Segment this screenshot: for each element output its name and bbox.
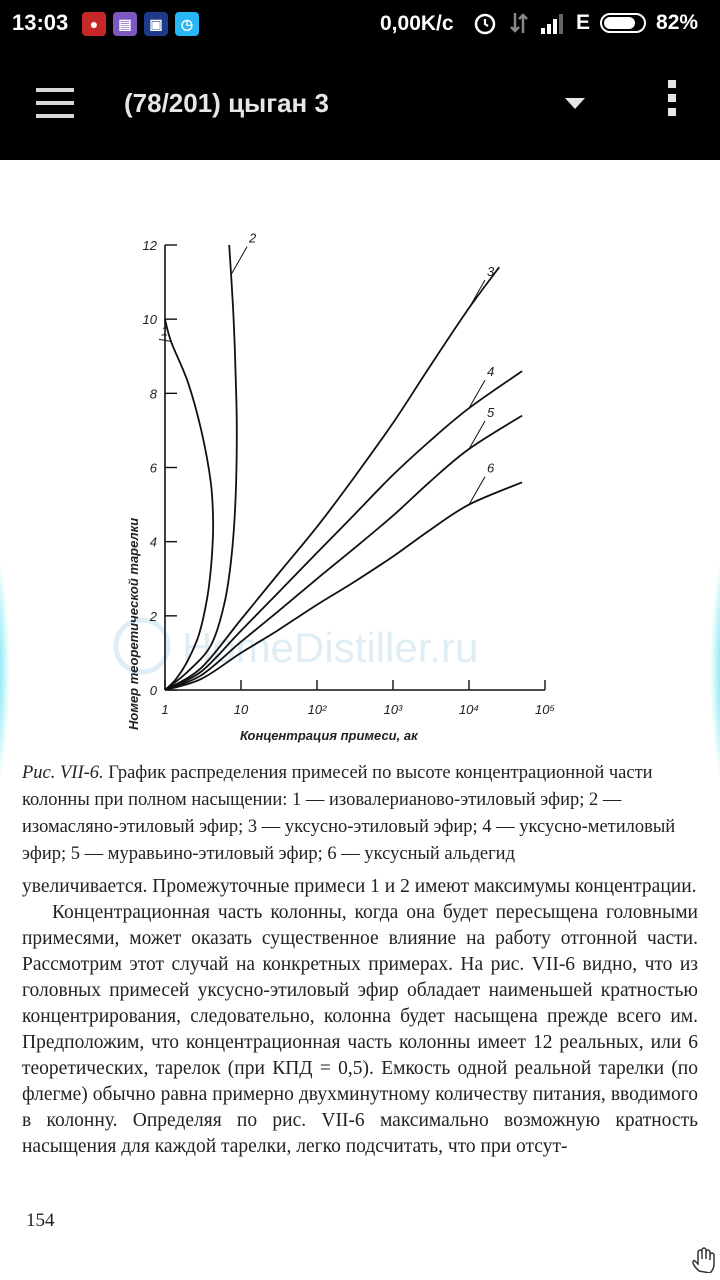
app-icon-1: ●: [82, 12, 106, 36]
hand-pointer-icon[interactable]: [690, 1247, 716, 1273]
paragraph: Концентрационная часть колонны, когда она будет пересыщена головными примесями, может оказать существенное влияние на работу отгонной части. Рассмотрим этот случай на конкретных примерах. На рис. VII-6 видно, что из головных примесей уксусно-этиловый эфир обладает наименьшей кратностью концентрирования, следовательно, колонна будет насыщена прежде всего им. Предположим, что концентрационная часть колонны имеет 12 реальных, или 6 теоретических, тарелок (при КПД = 0,5). Емкость одной реальной тарелки (по флегме) обычно равна примерно двухминутному количеству питания, вводимого в колонну. Определяя по рис. VII-6 максимально возможную кратность насыщения для каждой тарелки, легко подсчитать, что при отсут-: [22, 902, 698, 1157]
series-leader: [469, 421, 485, 449]
x-tick-label: 1: [161, 702, 169, 717]
y-axis-label: Номер теоретической тарелки: [126, 517, 141, 730]
network-type: E: [576, 11, 591, 34]
x-tick-label: 10³: [383, 702, 403, 717]
series-label-5: 5: [487, 404, 495, 420]
page-number: 154: [26, 1210, 55, 1231]
y-tick-label: 12: [142, 238, 157, 253]
battery-icon: [600, 13, 646, 33]
chart-series: [159, 231, 522, 690]
watermark: [116, 620, 478, 672]
caption-label: Рис. VII-6.: [22, 763, 104, 783]
y-tick-label: 0: [149, 683, 157, 698]
watermark-text: HomeDistiller.ru: [182, 624, 479, 671]
figure-caption: [22, 760, 698, 868]
y-tick-label: 10: [142, 312, 157, 328]
series-label-3: 3: [487, 264, 495, 280]
body-text: [22, 874, 698, 1160]
series-label-1: 1: [161, 323, 169, 339]
notification-icons: [82, 12, 199, 36]
y-tick-label: 2: [149, 608, 157, 624]
series-label-6: 6: [487, 460, 495, 476]
more-options-icon[interactable]: [660, 80, 684, 128]
y-tick-label: 6: [149, 460, 157, 476]
app-icon-2: ▤: [113, 12, 137, 36]
x-tick-label: 10⁴: [458, 702, 480, 717]
status-bar: [0, 0, 720, 50]
caption-text: График распределения примесей по высоте концентрационной части колонны при полном насыщении: 1 — изовалерианово-этиловый эфир; 2 — изомасляно-этиловый эфир; 3 — уксусно-этиловый эфир; 4 — уксусно-метиловый эфир; 5 — муравьино-этиловый эфир; 6 — уксусный альдегид: [22, 763, 676, 864]
app-icon-4: ◷: [175, 12, 199, 36]
x-tick-label: 10: [233, 702, 249, 717]
battery-percent: 82%: [656, 11, 699, 34]
dropdown-arrow-icon[interactable]: [560, 92, 590, 116]
series-leader: [231, 247, 247, 275]
alarm-icon: [472, 10, 498, 36]
data-transfer-icon: [508, 11, 530, 35]
y-tick-label: 8: [149, 386, 157, 402]
paragraph: увеличивается. Промежуточные примеси 1 и 2 имеют максимумы концентрации.: [22, 876, 697, 897]
x-tick-label: 10²: [307, 702, 327, 717]
app-icon-3: ▣: [144, 12, 168, 36]
network-speed: 0,00K/c: [380, 12, 454, 35]
series-leader: [469, 380, 485, 408]
app-toolbar: [0, 50, 720, 160]
series-label-2: 2: [249, 230, 257, 246]
signal-icon: [540, 12, 566, 34]
x-axis-label: Концентрация примеси, aк: [240, 728, 418, 743]
y-tick-label: 4: [149, 534, 157, 550]
document-title: (78/201) цыган 3: [124, 88, 329, 118]
clock: 13:03: [12, 10, 69, 35]
series-label-4: 4: [487, 364, 495, 380]
hamburger-menu-icon[interactable]: [36, 88, 74, 118]
series-leader: [469, 280, 485, 308]
x-tick-label: 10⁵: [535, 702, 555, 717]
chart: [0, 160, 720, 760]
